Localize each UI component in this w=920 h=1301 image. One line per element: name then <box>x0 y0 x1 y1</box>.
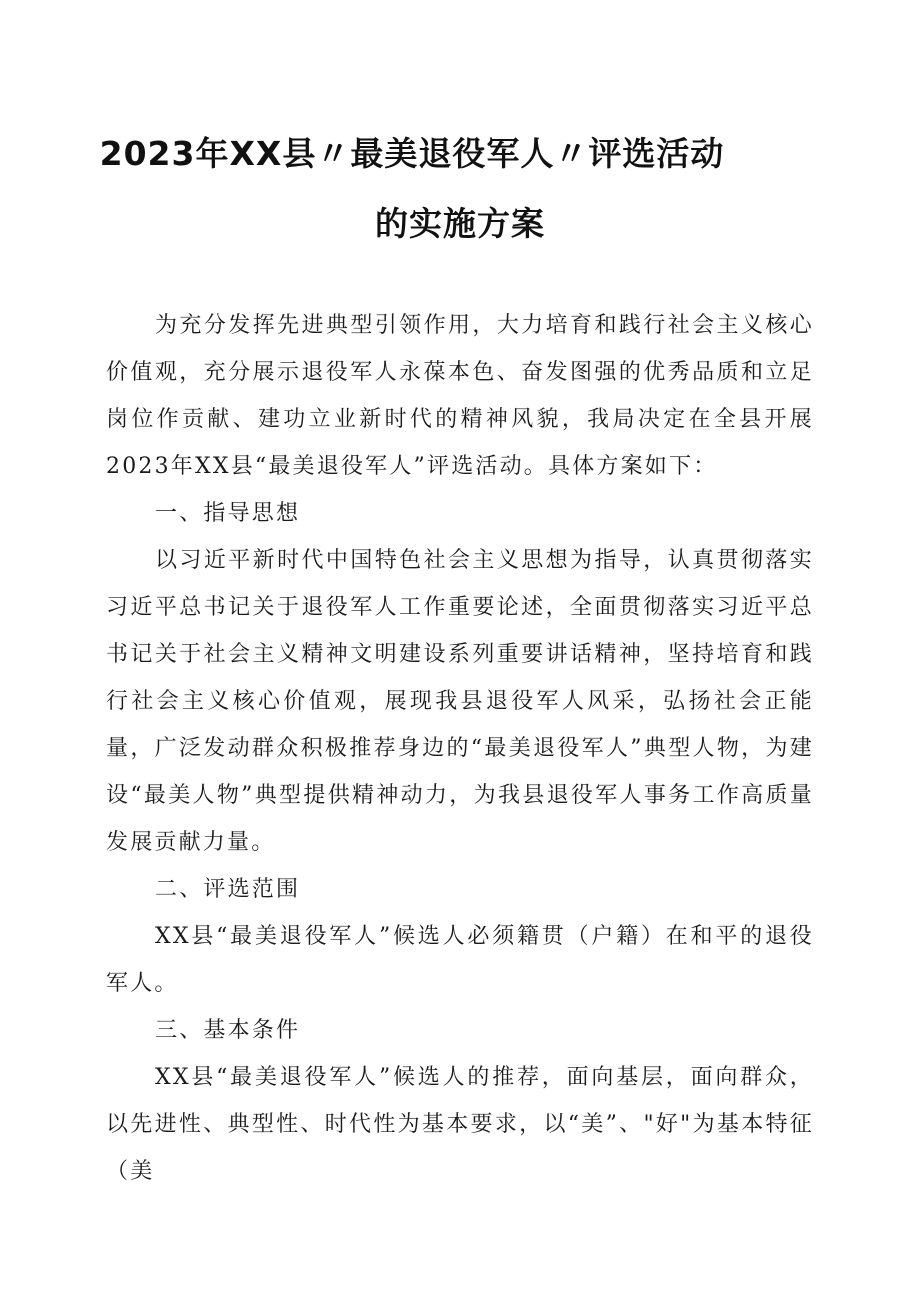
section-paragraph-basic-conditions: XX县“最美退役军人”候选人的推荐，面向基层，面向群众，以先进性、典型性、时代性为基本要求，以“美”、"好"为基本特征（美 <box>106 1065 814 1184</box>
section-paragraph-guiding-ideology: 以习近平新时代中国特色社会主义思想为指导，认真贯彻落实习近平总书记关于退役军人工作重要论述，全面贯彻落实习近平总书记关于社会主义精神文明建设系列重要讲话精神，坚持培育和践行社会主义核心价值观，展现我县退役军人风采，弘扬社会正能量，广泛发动群众积极推荐身边的“最美退役军人”典型人物，为建设“最美人物”典型提供精神动力，为我县退役军人事务工作高质量发展贡献力量。 <box>106 548 814 855</box>
document-body <box>106 302 814 1195</box>
intro-paragraph: 为充分发挥先进典型引领作用，大力培育和践行社会主义核心价值观，充分展示退役军人永葆本色、奋发图强的优秀品质和立足岗位作贡献、建功立业新时代的精神风貌，我局决定在全县开展2023年XX县“最美退役军人”评选活动。具体方案如下： <box>106 313 814 479</box>
section-paragraph-selection-scope: XX县“最美退役军人”候选人必须籍贯（户籍）在和平的退役军人。 <box>106 924 814 996</box>
section-heading-selection-scope: 二、评选范围 <box>155 877 301 902</box>
section-heading-guiding-ideology: 一、指导思想 <box>155 501 301 526</box>
document-title-line2: 的实施方案 <box>375 204 545 243</box>
section-heading-basic-conditions: 三、基本条件 <box>155 1018 301 1043</box>
document-title-line1: 2023年XX县〃最美退役军人〃评选活动 <box>99 134 725 173</box>
